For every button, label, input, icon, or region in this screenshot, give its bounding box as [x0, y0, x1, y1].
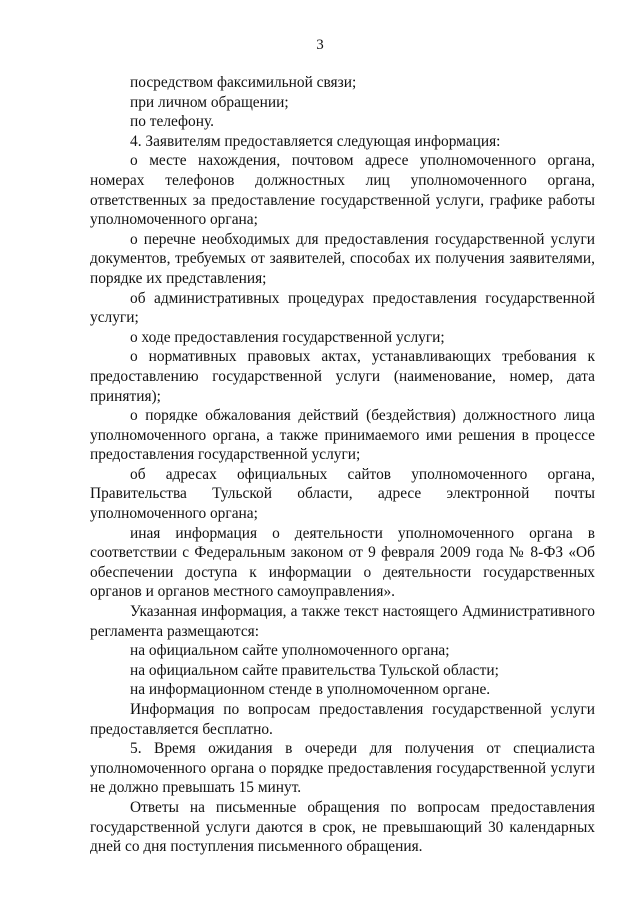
paragraph-section-5-waiting-time: 5. Время ожидания в очереди для получения от специалиста уполномоченного органа о порядке предоставления государственной услуги не должно превышать 15 минут. [90, 740, 595, 797]
paragraph-info-legal-acts: о нормативных правовых актах, устанавливающих требования к предоставлению государственной услуги (наименование, номер, дата принятия); [90, 348, 595, 405]
paragraph-section-4-heading: 4. Заявителям предоставляется следующая информация: [130, 132, 501, 150]
page-number: 3 [316, 37, 324, 53]
paragraph-contact-personal: при личном обращении; [130, 93, 289, 111]
paragraph-info-location: о месте нахождения, почтовом адресе уполномоченного органа, номерах телефонов должностных лиц уполномоченного органа, ответственных за предоставление государственной услуги, графике работы уполномоченного органа; [90, 152, 595, 229]
paragraph-info-progress: о ходе предоставления государственной услуги; [130, 328, 445, 346]
paragraph-info-appeal: о порядке обжалования действий (бездействия) должностного лица уполномоченного органа, а также принимаемого ими решения в процессе предоставления государственной услуги; [90, 407, 595, 464]
paragraph-free-of-charge: Информация по вопросам предоставления государственной услуги предоставляется бесплатно. [90, 701, 595, 738]
document-body [90, 73, 595, 857]
paragraph-publication: Указанная информация, а также текст настоящего Административного регламента размещаются: [90, 603, 595, 640]
paragraph-info-websites: об адресах официальных сайтов уполномоченного органа, Правительства Тульской области, адресе электронной почты уполномоченного органа; [90, 465, 595, 523]
paragraph-info-documents: о перечне необходимых для предоставления государственной услуги документов, требуемых от заявителей, способах их получения заявителями, порядке их представления; [90, 230, 595, 287]
paragraph-info-other: иная информация о деятельности уполномоченного органа в соответствии с Федеральным законом от 9 февраля 2009 года № 8-ФЗ «Об обеспечении доступа к информации о деятельности государственных органов и органов местного самоуправления». [90, 524, 595, 601]
paragraph-contact-fax: посредством факсимильной связи; [130, 74, 357, 91]
paragraph-publication-government-site: на официальном сайте правительства Тульской области; [130, 661, 499, 679]
paragraph-info-procedures: об административных процедурах предоставления государственной услуги; [90, 289, 595, 327]
paragraph-publication-site: на официальном сайте уполномоченного органа; [130, 642, 450, 660]
paragraph-contact-phone: по телефону. [130, 113, 214, 131]
paragraph-publication-stand: на информационном стенде в уполномоченном органе. [130, 681, 491, 699]
paragraph-written-replies: Ответы на письменные обращения по вопросам предоставления государственной услуги даются в срок, не превышающий 30 календарных дней со дня поступления письменного обращения. [90, 798, 595, 856]
